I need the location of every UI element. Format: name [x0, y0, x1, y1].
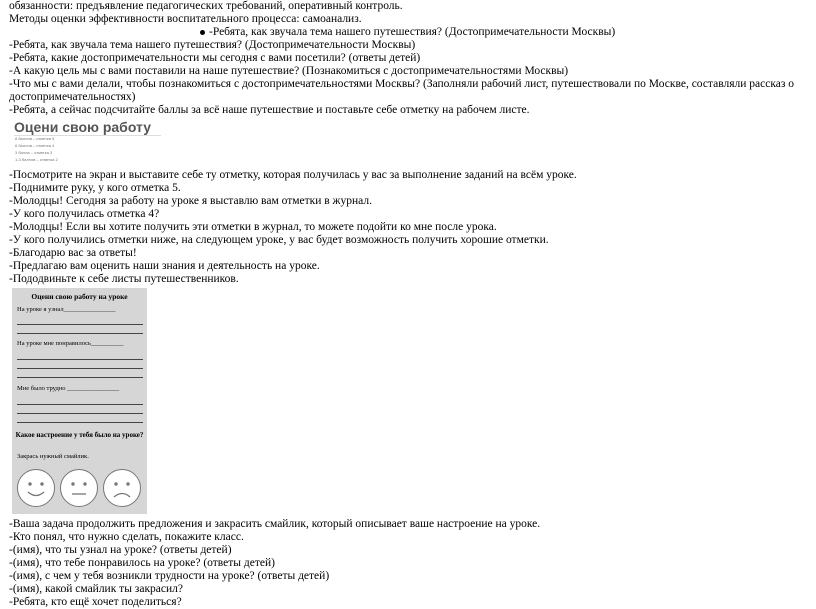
- self-assessment-heading: Оцени свою работу: [14, 119, 161, 136]
- text-line: -Предлагаю вам оценить наши знания и деятельность на уроке.: [9, 260, 320, 272]
- answer-line: [17, 368, 143, 369]
- text-line: -Молодцы! Сегодня за работу на уроке я выставлю вам отметки в журнал.: [9, 195, 372, 207]
- text-line: -У кого получились отметки ниже, на следующем уроке, у вас будет возможность получить хорошие отметки.: [9, 234, 549, 246]
- bullet-text: -Ребята, как звучала тема нашего путешествия? (Достопримечательности Москвы): [209, 26, 616, 38]
- answer-line: [17, 359, 143, 360]
- prompt-hard: Мне было трудно ________________: [17, 385, 120, 392]
- text-line: -Пододвиньте к себе листы путешественников.: [9, 273, 239, 285]
- bullet-item: [200, 26, 615, 39]
- text-line: -Ребята, какие достопримечательности мы сегодня с вами посетили? (ответы детей): [9, 52, 421, 64]
- mood-instruction: Закрась нужный смайлик.: [17, 453, 89, 460]
- grade-scale-item: 8 баллов – отметка 5: [15, 136, 55, 141]
- grade-scale-item: 6 баллов – отметка 4: [15, 143, 55, 148]
- text-line: -У кого получилась отметка 4?: [9, 208, 160, 220]
- answer-line: [17, 377, 143, 378]
- answer-line: [17, 404, 143, 405]
- text-line: -Поднимите руку, у кого отметка 5.: [9, 182, 181, 194]
- mood-question: Какое настроение у тебя было на уроке?: [15, 431, 144, 439]
- text-line: обязанности: предъявление педагогических требований, оперативный контроль.: [9, 0, 403, 12]
- text-line: -Посмотрите на экран и выставите себе ту отметку, которая получилась у вас за выполнение заданий на всём уроке.: [9, 169, 577, 181]
- text-line: -Кто понял, что нужно сделать, покажите класс.: [9, 531, 244, 543]
- answer-line: [17, 324, 143, 325]
- grade-scale-item: 1-3 баллов – отметка 2: [15, 157, 58, 162]
- text-line: -Ребята, кто ещё хочет поделиться?: [9, 596, 182, 608]
- bullet-icon: [200, 30, 205, 35]
- happy-smiley-icon: [16, 468, 56, 508]
- answer-line: [17, 333, 143, 334]
- grade-scale-item: 3 балла – отметка 3: [15, 150, 53, 155]
- text-line: -Ребята, как звучала тема нашего путешествия? (Достопримечательности Москвы): [9, 39, 416, 51]
- text-line: -(имя), что тебе понравилось на уроке? (ответы детей): [9, 557, 275, 569]
- text-line: -(имя), что ты узнал на уроке? (ответы детей): [9, 544, 232, 556]
- prompt-learned: На уроке я узнал________________: [17, 306, 116, 313]
- text-line: -(имя), с чем у тебя возникли трудности на уроке? (ответы детей): [9, 570, 330, 582]
- text-line: -А какую цель мы с вами поставили на наше путешествие? (Познакомиться с достопримечательностями Москвы): [9, 65, 569, 77]
- answer-line: [17, 413, 143, 414]
- card-title: Оцени свою работу на уроке: [31, 292, 128, 301]
- neutral-smiley-icon: [59, 468, 99, 508]
- text-line: достопримечательностях): [9, 91, 136, 103]
- text-line: -Благодарю вас за ответы!: [9, 247, 137, 259]
- text-line: -(имя), какой смайлик ты закрасил?: [9, 583, 183, 595]
- text-line: -Ребята, а сейчас подсчитайте баллы за всё наше путешествие и поставьте себе отметку на рабочем листе.: [9, 104, 530, 116]
- text-line: -Молодцы! Если вы хотите получить эти отметки в журнал, то можете подойти ко мне после урока.: [9, 221, 497, 233]
- prompt-liked: На уроке мне понравилось__________: [17, 340, 124, 347]
- text-line: Методы оценки эффективности воспитательного процесса: самоанализ.: [9, 13, 362, 25]
- sad-smiley-icon: [102, 468, 142, 508]
- self-assessment-card: [12, 288, 147, 514]
- text-line: -Ваша задача продолжить предложения и закрасить смайлик, который описывает ваше настроение на уроке.: [9, 518, 541, 530]
- text-line: -Что мы с вами делали, чтобы познакомиться с достопримечательностями Москвы? (Заполняли рабочий лист, путешествовали по Москве, составляли рассказ о: [9, 78, 795, 90]
- answer-line: [17, 422, 143, 423]
